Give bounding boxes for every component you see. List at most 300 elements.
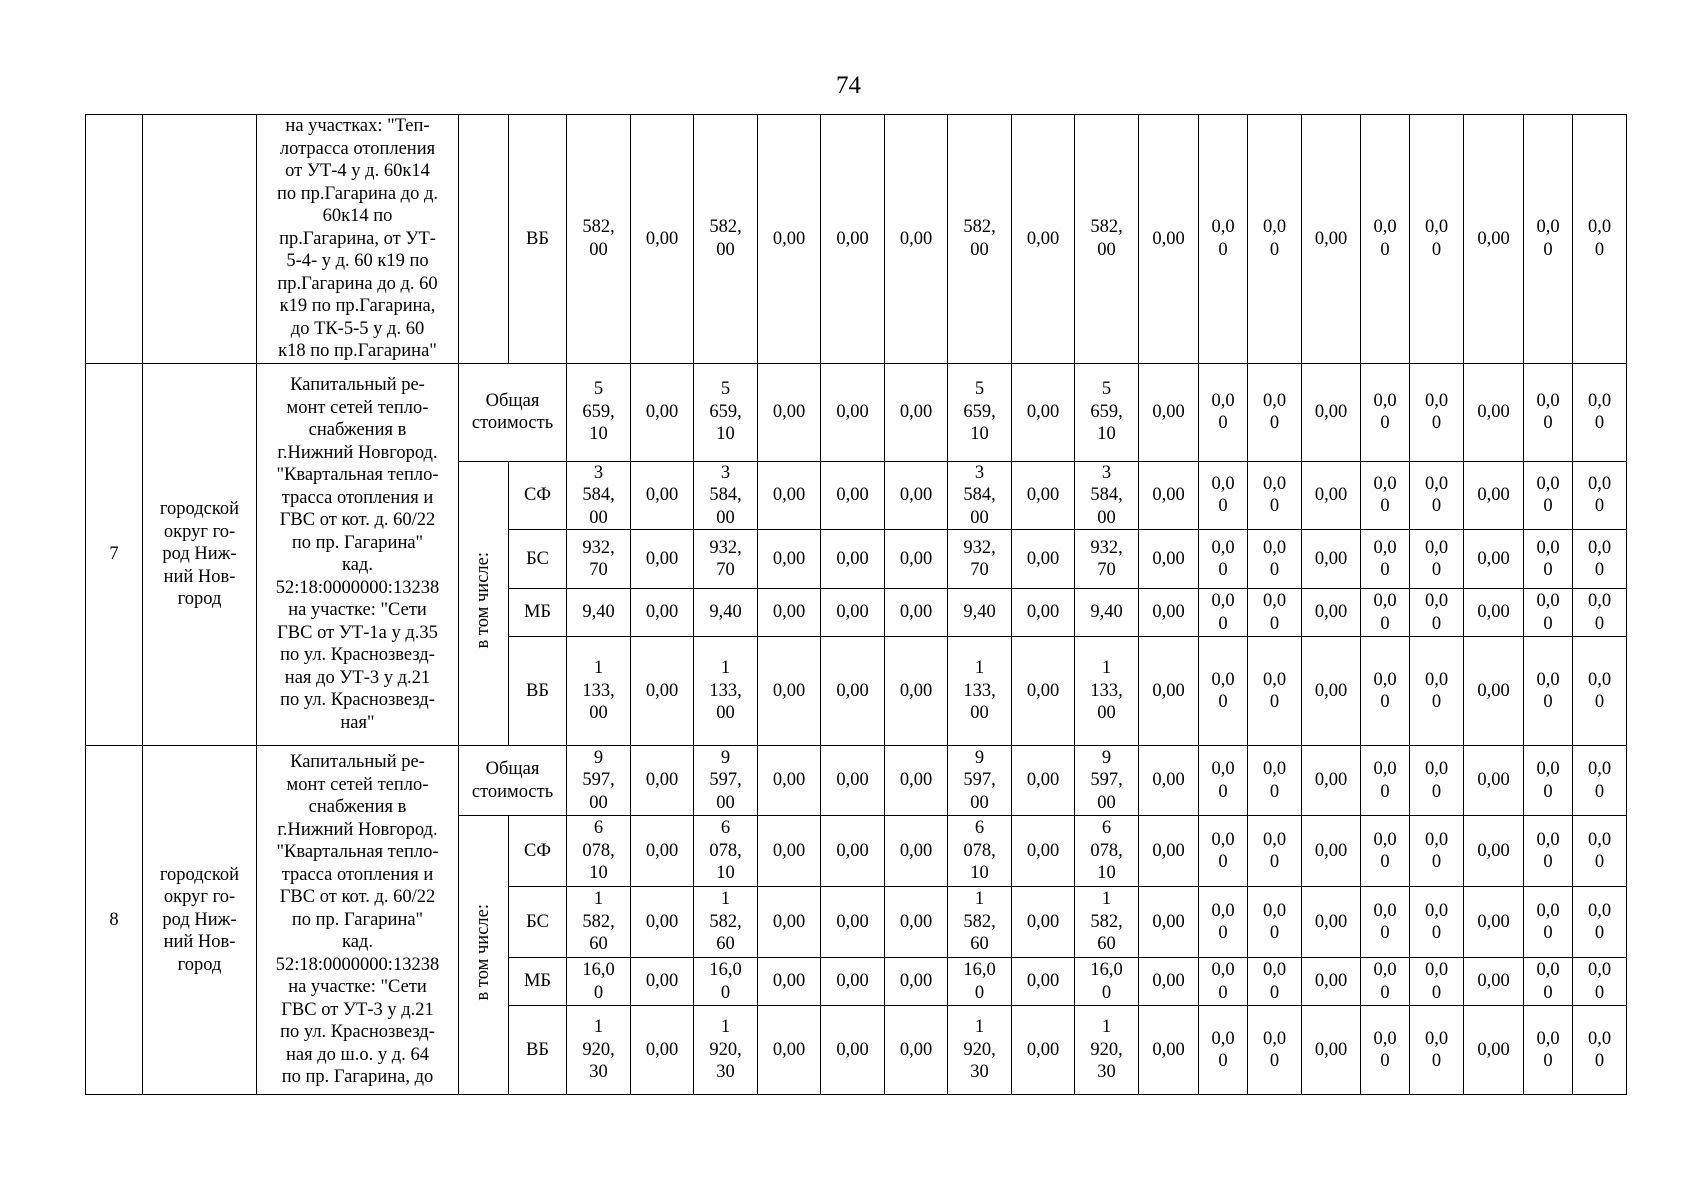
value-cell: [885, 887, 948, 958]
value-cell: [1410, 461, 1464, 530]
value-cell-text: 0,00: [899, 971, 933, 992]
value-cell: [1139, 115, 1199, 364]
value-cell-text: 0,0 0: [1262, 1028, 1287, 1071]
value-cell: [1410, 887, 1464, 958]
value-cell: [1410, 958, 1464, 1006]
value-cell: [821, 1006, 885, 1095]
value-cell-text: 6 078, 10: [582, 818, 615, 884]
value-cell: [631, 530, 694, 589]
value-cell-text: 0,0 0: [1536, 217, 1560, 260]
value-cell: [694, 887, 758, 958]
value-cell: [758, 637, 821, 746]
source-label-cell: [509, 958, 567, 1006]
value-cell-text: 0,00: [899, 1039, 933, 1060]
value-cell: [1464, 887, 1524, 958]
value-cell-text: 0,0 0: [1587, 1028, 1612, 1071]
value-cell: [694, 589, 758, 637]
value-cell: [885, 530, 948, 589]
value-cell-text: 3 584, 00: [1090, 462, 1123, 528]
value-cell: [1248, 363, 1302, 461]
value-cell: [1524, 958, 1573, 1006]
value-cell-text: 0,0 0: [1536, 473, 1560, 517]
value-cell: [1139, 816, 1199, 887]
value-cell: [885, 115, 948, 364]
value-cell-text: 0,0 0: [1211, 390, 1235, 433]
value-cell: [631, 461, 694, 530]
value-cell: [1524, 1006, 1573, 1095]
value-cell-text: 0,00: [645, 680, 679, 701]
value-cell-text: 0,0 0: [1536, 591, 1560, 634]
description-cell: [257, 115, 459, 364]
value-cell-text: 0,00: [772, 602, 806, 623]
value-cell-text: 0,00: [645, 840, 679, 861]
value-cell: [567, 958, 631, 1006]
value-cell: [1573, 887, 1627, 958]
value-cell-text: 0,0 0: [1587, 829, 1612, 872]
value-cell: [1573, 589, 1627, 637]
value-cell-text: 0,00: [1314, 228, 1348, 249]
value-cell-text: 1 920, 30: [1090, 1017, 1123, 1083]
value-cell: [1139, 746, 1199, 816]
value-cell: [758, 746, 821, 816]
value-cell-text: 1 582, 60: [1090, 889, 1123, 955]
value-cell: [885, 589, 948, 637]
value-cell: [821, 363, 885, 461]
value-cell-text: 0,00: [1152, 548, 1185, 569]
value-cell-text: 0,00: [1152, 228, 1185, 249]
value-cell-text: 0,0 0: [1424, 669, 1449, 712]
value-cell-text: 9,40: [1090, 602, 1123, 623]
value-cell: [1573, 530, 1627, 589]
value-cell-text: 0,00: [772, 680, 806, 701]
value-cell: [1302, 887, 1361, 958]
value-cell-text: 0,00: [645, 485, 679, 505]
value-cell: [1361, 530, 1410, 589]
value-cell: [758, 115, 821, 364]
value-cell: [567, 461, 631, 530]
value-cell-text: 0,00: [899, 770, 933, 791]
value-cell-text: 0,00: [1314, 770, 1348, 791]
value-cell: [1464, 530, 1524, 589]
value-cell-text: 0,00: [1314, 911, 1348, 932]
value-cell-text: 6 078, 10: [709, 818, 742, 884]
source-label-cell: [509, 530, 567, 589]
value-cell-text: 582, 00: [582, 217, 615, 260]
description-cell: [257, 746, 459, 1095]
value-cell: [1361, 816, 1410, 887]
value-cell-text: 0,00: [836, 228, 869, 249]
value-cell-text: 0,0 0: [1373, 591, 1397, 634]
value-cell: [948, 887, 1012, 958]
value-cell-text: 0,0 0: [1587, 960, 1612, 1003]
value-cell-text: 0,00: [836, 840, 869, 861]
value-cell-text: 5 659, 10: [582, 379, 615, 445]
value-cell: [1302, 816, 1361, 887]
source-label-cell-text: ВБ: [526, 680, 549, 701]
value-cell-text: 0,00: [899, 485, 933, 505]
value-cell: [567, 530, 631, 589]
value-cell: [1524, 115, 1573, 364]
value-cell: [948, 958, 1012, 1006]
value-cell: [1524, 461, 1573, 530]
value-cell-text: 5 659, 10: [1090, 379, 1123, 445]
value-cell: [631, 746, 694, 816]
value-cell-text: 0,00: [645, 911, 679, 932]
value-cell: [1361, 746, 1410, 816]
row-number-cell: [86, 363, 143, 746]
value-cell: [567, 1006, 631, 1095]
source-label-cell-text: ВБ: [526, 228, 549, 249]
value-cell-text: 0,0 0: [1373, 829, 1397, 872]
value-cell: [1199, 1006, 1248, 1095]
value-cell-text: 0,0 0: [1587, 473, 1612, 517]
value-cell-text: 6 078, 10: [1090, 818, 1123, 884]
value-cell-text: 0,00: [1152, 770, 1185, 791]
table-row: [86, 746, 1627, 816]
value-cell-text: 0,00: [772, 840, 806, 861]
value-cell-text: 0,0 0: [1587, 591, 1612, 634]
source-label-cell-text: СФ: [524, 840, 551, 861]
value-cell: [821, 530, 885, 589]
value-cell: [631, 1006, 694, 1095]
value-cell-text: 0,0 0: [1211, 960, 1235, 1003]
value-cell: [1573, 115, 1627, 364]
value-cell-text: 0,00: [836, 401, 869, 422]
value-cell-text: 0,00: [645, 602, 679, 623]
source-label-cell-text: БС: [526, 548, 549, 569]
table-row: [86, 363, 1627, 461]
value-cell-text: 0,0 0: [1211, 591, 1235, 634]
value-cell-text: 582, 00: [709, 217, 742, 260]
value-cell: [1012, 589, 1075, 637]
value-cell-text: 0,0 0: [1211, 669, 1235, 712]
value-cell: [1524, 637, 1573, 746]
value-cell: [694, 746, 758, 816]
value-cell: [631, 363, 694, 461]
value-cell: [1464, 461, 1524, 530]
value-cell: [758, 887, 821, 958]
value-cell-text: 0,00: [1026, 401, 1060, 422]
district-cell-text: городской округ го- род Ниж- ний Нов- город: [159, 499, 240, 609]
value-cell: [1012, 1006, 1075, 1095]
value-cell-text: 1 920, 30: [963, 1017, 996, 1083]
value-cell: [1139, 363, 1199, 461]
value-cell-text: 0,00: [1477, 548, 1510, 569]
value-cell-text: 0,00: [645, 548, 679, 569]
value-cell-text: 6 078, 10: [963, 818, 996, 884]
value-cell: [1139, 637, 1199, 746]
value-cell-text: 0,0 0: [1211, 537, 1235, 580]
description-cell-text: на участках: "Теп- лотрасса отопления от УТ-4 у д. 60к14 по пр.Гагарина до д. 60к14 по пр.Гагарина, от УТ- 5-4- у д. 60 к19 по пр.Гагарина до д. 60 к19 по пр.Гагарина, до ТК-5-5 у д. 60 к18 по пр.Гагарина": [276, 116, 438, 361]
value-cell-text: 0,0 0: [1536, 1028, 1560, 1071]
value-cell-text: 0,0 0: [1424, 759, 1449, 802]
value-cell: [821, 461, 885, 530]
value-cell-text: 0,00: [836, 485, 869, 505]
value-cell: [1075, 958, 1139, 1006]
source-label-cell: [509, 461, 567, 530]
value-cell: [1410, 115, 1464, 364]
value-cell-text: 0,00: [1314, 840, 1348, 861]
value-cell: [1464, 363, 1524, 461]
value-cell-text: 0,0 0: [1262, 473, 1287, 517]
value-cell: [885, 816, 948, 887]
value-cell: [821, 637, 885, 746]
value-cell: [1248, 589, 1302, 637]
value-cell-text: 0,00: [772, 770, 806, 791]
value-cell: [694, 115, 758, 364]
value-cell-text: 0,00: [899, 911, 933, 932]
value-cell: [1139, 589, 1199, 637]
district-cell-text: городской округ го- род Ниж- ний Нов- город: [159, 864, 240, 975]
value-cell: [758, 1006, 821, 1095]
value-cell: [821, 746, 885, 816]
value-cell: [694, 958, 758, 1006]
value-cell-text: 0,00: [899, 228, 933, 249]
value-cell-text: 0,0 0: [1536, 669, 1560, 712]
value-cell-text: 0,0 0: [1211, 217, 1235, 260]
value-cell-text: 0,0 0: [1587, 537, 1612, 580]
value-cell: [1075, 816, 1139, 887]
total-label-cell-text: Общая стоимость: [471, 390, 554, 433]
value-cell: [885, 746, 948, 816]
value-cell-text: 9 597, 00: [709, 747, 742, 813]
value-cell: [631, 816, 694, 887]
value-cell-text: 0,00: [1477, 971, 1510, 992]
value-cell-text: 0,00: [1152, 401, 1185, 422]
value-cell: [1464, 1006, 1524, 1095]
value-cell-text: 0,00: [772, 401, 806, 422]
value-cell: [1075, 637, 1139, 746]
value-cell-text: 16,0 0: [582, 960, 615, 1003]
value-cell: [1302, 637, 1361, 746]
value-cell-text: 0,00: [1477, 401, 1510, 422]
value-cell-text: 0,0 0: [1587, 669, 1612, 712]
value-cell: [1302, 530, 1361, 589]
value-cell: [1573, 958, 1627, 1006]
value-cell: [948, 363, 1012, 461]
value-cell: [631, 958, 694, 1006]
value-cell-text: 0,0 0: [1424, 537, 1449, 580]
value-cell: [1573, 746, 1627, 816]
value-cell-text: 5 659, 10: [709, 379, 742, 445]
value-cell-text: 0,00: [1152, 911, 1185, 932]
value-cell: [1075, 589, 1139, 637]
value-cell-text: 1 133, 00: [582, 658, 615, 724]
source-label-cell: [509, 637, 567, 746]
total-label-cell: [459, 746, 567, 816]
value-cell-text: 0,00: [1026, 911, 1060, 932]
value-cell-text: 0,0 0: [1536, 759, 1560, 802]
value-cell: [1012, 887, 1075, 958]
value-cell: [567, 816, 631, 887]
value-cell-text: 0,0 0: [1373, 960, 1397, 1003]
value-cell-text: 0,0 0: [1211, 1028, 1235, 1071]
value-cell-text: 0,00: [645, 1039, 679, 1060]
value-cell: [1361, 637, 1410, 746]
value-cell-text: 0,00: [1026, 485, 1060, 505]
value-cell: [1248, 637, 1302, 746]
value-cell: [1302, 363, 1361, 461]
value-cell: [1075, 115, 1139, 364]
value-cell-text: 1 582, 60: [582, 889, 615, 955]
value-cell: [1410, 363, 1464, 461]
value-cell: [1573, 461, 1627, 530]
value-cell-text: 0,0 0: [1211, 900, 1235, 943]
value-cell: [1248, 1006, 1302, 1095]
value-cell-text: 0,00: [1314, 971, 1348, 992]
value-cell-text: 0,0 0: [1262, 669, 1287, 712]
value-cell: [631, 115, 694, 364]
value-cell-text: 0,00: [836, 770, 869, 791]
row-number-cell: [86, 746, 143, 1095]
value-cell-text: 0,0 0: [1424, 217, 1449, 260]
source-label-cell-text: МБ: [523, 602, 552, 623]
value-cell: [1248, 530, 1302, 589]
value-cell-text: 0,0 0: [1373, 473, 1397, 517]
source-label-cell: [509, 115, 567, 364]
value-cell: [1410, 1006, 1464, 1095]
total-label-cell-text: Общая стоимость: [471, 759, 554, 802]
value-cell: [1573, 363, 1627, 461]
value-cell: [1075, 1006, 1139, 1095]
value-cell: [1248, 816, 1302, 887]
value-cell: [567, 746, 631, 816]
description-cell-text: Капитальный ре- монт сетей тепло- снабжения в г.Нижний Новгород. "Квартальная тепло- трасса отопления и ГВС от кот. д. 60/22 по пр. Гагарина" кад. 52:18:0000000:13238 на участке: "Сети ГВС от УТ-1а у д.35 по ул. Краснозвезд- ная до УТ-3 у д.21 по ул. Краснозвезд- ная": [275, 375, 440, 733]
value-cell-text: 0,0 0: [1536, 829, 1560, 872]
value-cell-text: 0,00: [899, 401, 933, 422]
value-cell-text: 9,40: [582, 602, 615, 623]
including-label-cell: [459, 115, 509, 364]
value-cell: [758, 958, 821, 1006]
value-cell: [1248, 746, 1302, 816]
value-cell-text: 0,0 0: [1262, 960, 1287, 1003]
value-cell: [1524, 530, 1573, 589]
value-cell: [1248, 958, 1302, 1006]
value-cell-text: 0,0 0: [1424, 390, 1449, 433]
value-cell-text: 1 133, 00: [1090, 658, 1123, 724]
value-cell: [694, 363, 758, 461]
source-label-cell-text: МБ: [523, 971, 552, 992]
row-number-cell: [86, 115, 143, 364]
value-cell-text: 0,0 0: [1424, 473, 1449, 517]
source-label-cell: [509, 589, 567, 637]
value-cell-text: 0,00: [1477, 228, 1510, 249]
value-cell: [885, 637, 948, 746]
value-cell-text: 0,00: [1026, 770, 1060, 791]
value-cell-text: 9,40: [963, 602, 996, 623]
value-cell: [948, 746, 1012, 816]
value-cell: [1302, 461, 1361, 530]
value-cell-text: 0,0 0: [1424, 829, 1449, 872]
value-cell-text: 582, 00: [1090, 217, 1123, 260]
value-cell: [1410, 637, 1464, 746]
description-cell: [257, 363, 459, 746]
value-cell: [1012, 816, 1075, 887]
description-cell-text: Капитальный ре- монт сетей тепло- снабжения в г.Нижний Новгород. "Квартальная тепло- трасса отопления и ГВС от кот. д. 60/22 по пр. Гагарина" кад. 52:18:0000000:13238 на участке: "Сети ГВС от УТ-3 у д.21 по ул. Краснозвезд- ная до ш.о. у д. 64 по пр. Гагарина, до: [275, 752, 440, 1088]
value-cell-text: 0,00: [1314, 485, 1348, 505]
value-cell-text: 0,00: [772, 971, 806, 992]
value-cell-text: 0,00: [1026, 228, 1060, 249]
value-cell: [1464, 115, 1524, 364]
value-cell: [1199, 816, 1248, 887]
value-cell: [567, 363, 631, 461]
value-cell-text: 0,00: [1026, 548, 1060, 569]
value-cell-text: 0,00: [899, 840, 933, 861]
value-cell-text: 0,0 0: [1262, 217, 1287, 260]
value-cell: [948, 816, 1012, 887]
value-cell: [948, 589, 1012, 637]
page-number: 74: [836, 72, 861, 99]
value-cell: [1199, 115, 1248, 364]
value-cell: [1075, 746, 1139, 816]
value-cell: [1199, 461, 1248, 530]
value-cell: [1139, 887, 1199, 958]
value-cell: [567, 887, 631, 958]
source-label-cell-text: ВБ: [526, 1039, 549, 1060]
value-cell: [1012, 637, 1075, 746]
value-cell: [1012, 461, 1075, 530]
value-cell-text: 0,0 0: [1262, 390, 1287, 433]
value-cell-text: 0,00: [1477, 770, 1510, 791]
value-cell-text: 16,0 0: [1090, 960, 1123, 1003]
value-cell-text: 0,00: [1152, 1039, 1185, 1060]
value-cell-text: 0,0 0: [1536, 390, 1560, 433]
value-cell: [1248, 115, 1302, 364]
value-cell: [694, 637, 758, 746]
value-cell-text: 1 582, 60: [709, 889, 742, 955]
value-cell-text: 0,00: [1152, 971, 1185, 992]
value-cell: [1139, 530, 1199, 589]
value-cell-text: 0,00: [836, 1039, 869, 1060]
value-cell-text: 0,00: [1314, 1039, 1348, 1060]
value-cell-text: 932, 70: [963, 537, 996, 580]
value-cell-text: 0,00: [1026, 971, 1060, 992]
value-cell-text: 0,0 0: [1536, 900, 1560, 943]
value-cell: [1464, 958, 1524, 1006]
district-cell: [143, 115, 257, 364]
value-cell-text: 0,00: [1314, 401, 1348, 422]
value-cell: [1075, 887, 1139, 958]
value-cell: [631, 589, 694, 637]
value-cell-text: 0,0 0: [1262, 900, 1287, 943]
value-cell-text: 1 133, 00: [709, 658, 742, 724]
value-cell: [1464, 746, 1524, 816]
value-cell: [1573, 637, 1627, 746]
value-cell: [821, 887, 885, 958]
value-cell-text: 0,00: [1477, 602, 1510, 623]
value-cell-text: 0,00: [1152, 680, 1185, 701]
value-cell: [1199, 958, 1248, 1006]
value-cell: [1361, 461, 1410, 530]
value-cell-text: 0,00: [772, 228, 806, 249]
value-cell: [631, 637, 694, 746]
value-cell-text: 0,00: [645, 770, 679, 791]
value-cell-text: 0,0 0: [1587, 390, 1612, 433]
total-label-cell: [459, 363, 567, 461]
value-cell: [631, 887, 694, 958]
value-cell: [821, 115, 885, 364]
value-cell: [1361, 589, 1410, 637]
value-cell-text: 1 582, 60: [963, 889, 996, 955]
value-cell: [1524, 746, 1573, 816]
value-cell: [1464, 589, 1524, 637]
value-cell: [694, 530, 758, 589]
value-cell: [694, 1006, 758, 1095]
value-cell: [885, 958, 948, 1006]
value-cell: [1410, 589, 1464, 637]
value-cell-text: 0,0 0: [1262, 759, 1287, 802]
value-cell-text: 0,00: [772, 548, 806, 569]
